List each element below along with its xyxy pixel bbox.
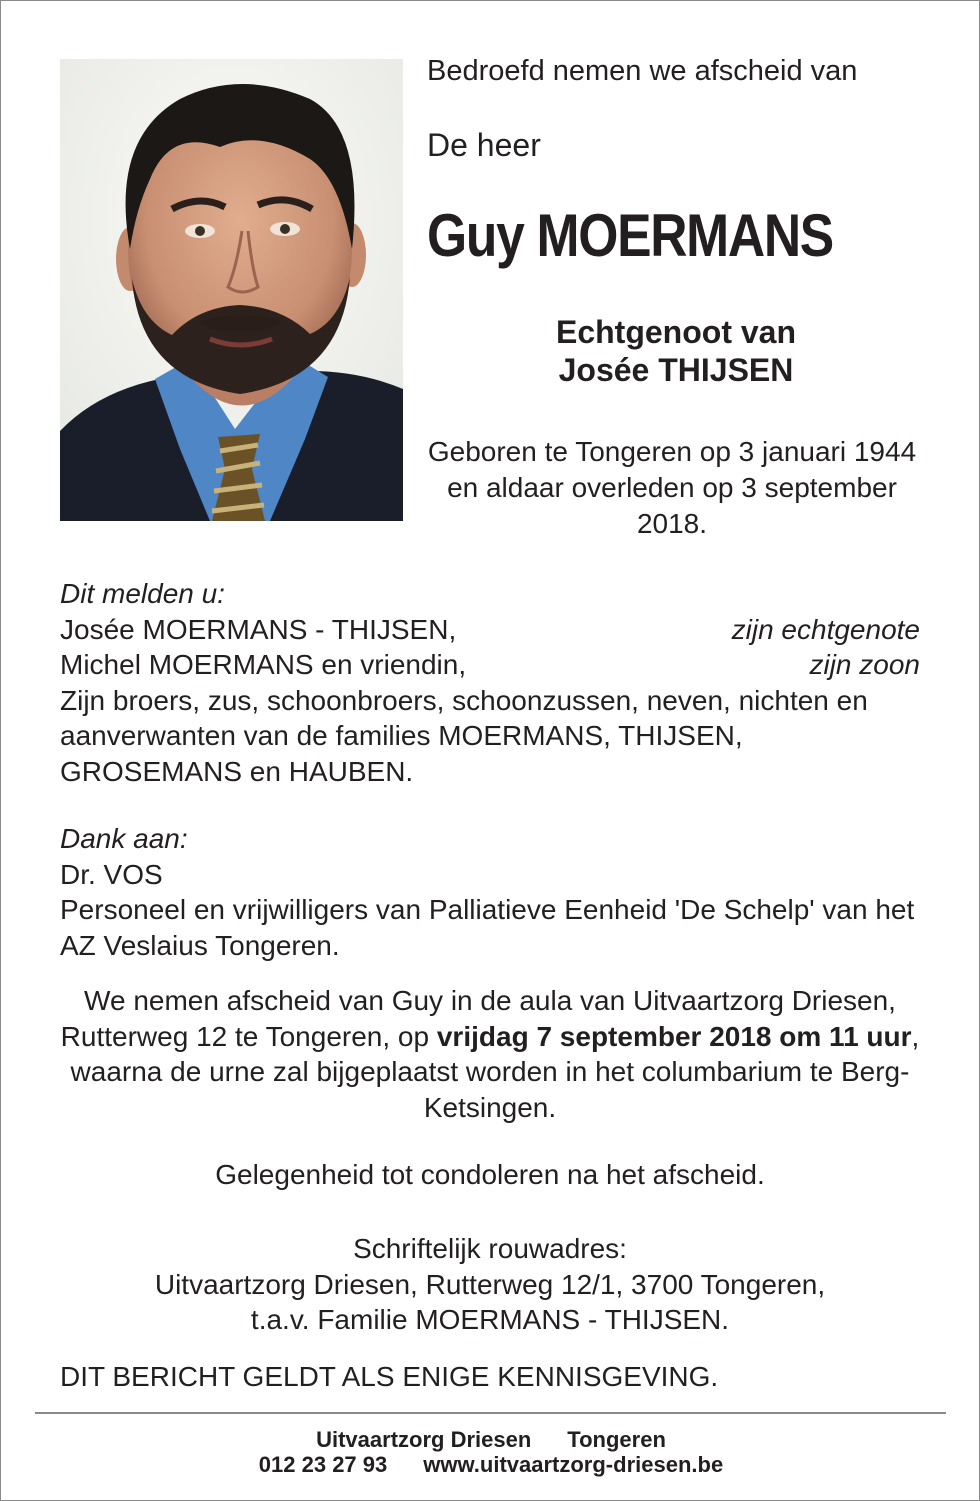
address-heading: Schriftelijk rouwadres:	[353, 1233, 627, 1264]
mention-relation: zijn zoon	[809, 649, 920, 680]
mourning-address	[60, 1231, 920, 1338]
spouse-block	[441, 313, 911, 389]
intro-line: Bedroefd nemen we afscheid van	[427, 55, 858, 87]
notice-text: DIT BERICHT GELDT ALS ENIGE KENNISGEVING.	[60, 1361, 719, 1392]
mention-row	[60, 647, 920, 683]
footer-company: Uitvaartzorg Driesen	[316, 1427, 532, 1452]
thanks-section	[60, 821, 920, 963]
spouse-label: Echtgenoot van	[555, 314, 796, 350]
ceremony-text-end: , waarna de urne zal bijgeplaatst worden in het columbarium te Berg-Ketsingen.	[70, 1020, 920, 1123]
deceased-name: Guy MOERMANS	[427, 202, 833, 269]
address-recipient: t.a.v. Familie MOERMANS - THIJSEN.	[250, 1304, 730, 1335]
spouse-name: Josée THIJSEN	[558, 352, 794, 388]
name-prefix: De heer	[427, 127, 541, 163]
portrait-photo	[60, 59, 403, 521]
condolence-text: Gelegenheid tot condoleren na het afscheid.	[215, 1159, 765, 1190]
thanks-doctor: Dr. VOS	[60, 858, 163, 890]
footer-phone: 012 23 27 93	[258, 1452, 388, 1477]
mentions-heading: Dit melden u:	[60, 578, 225, 609]
thanks-heading: Dank aan:	[60, 823, 188, 854]
mention-row	[60, 612, 920, 648]
footer-contact-line	[1, 1452, 980, 1478]
mention-name: Michel MOERMANS en vriendin,	[60, 649, 467, 680]
ceremony-text	[60, 983, 920, 1125]
footer-city: Tongeren	[567, 1427, 666, 1452]
address-street: Uitvaartzorg Driesen, Rutterweg 12/1, 3700 Tongeren,	[154, 1268, 826, 1300]
mention-relation: zijn echtgenote	[731, 613, 920, 645]
ceremony-text-start: We nemen afscheid van Guy in de aula van Uitvaartzorg Driesen, Rutterweg 12 te Tongeren, op	[60, 985, 896, 1052]
mention-name: Josée MOERMANS - THIJSEN,	[60, 613, 457, 645]
ceremony-date: vrijdag 7 september 2018 om 11 uur	[436, 1020, 912, 1052]
footer-divider	[35, 1412, 946, 1414]
family-text: Zijn broers, zus, schoonbroers, schoonzussen, neven, nichten en aanverwanten van de families MOERMANS, THIJSEN, GROSEMANS en HAUBEN.	[60, 684, 868, 787]
footer-company-line	[1, 1427, 980, 1453]
birth-death-text: Geboren te Tongeren op 3 januari 1944 en aldaar overleden op 3 september 2018.	[427, 436, 917, 539]
mentions-section	[60, 576, 920, 789]
footer-website[interactable]: www.uitvaartzorg-driesen.be	[423, 1452, 724, 1477]
thanks-staff: Personeel en vrijwilligers van Palliatieve Eenheid 'De Schelp' van het AZ Veslaius Tongeren.	[60, 894, 915, 961]
